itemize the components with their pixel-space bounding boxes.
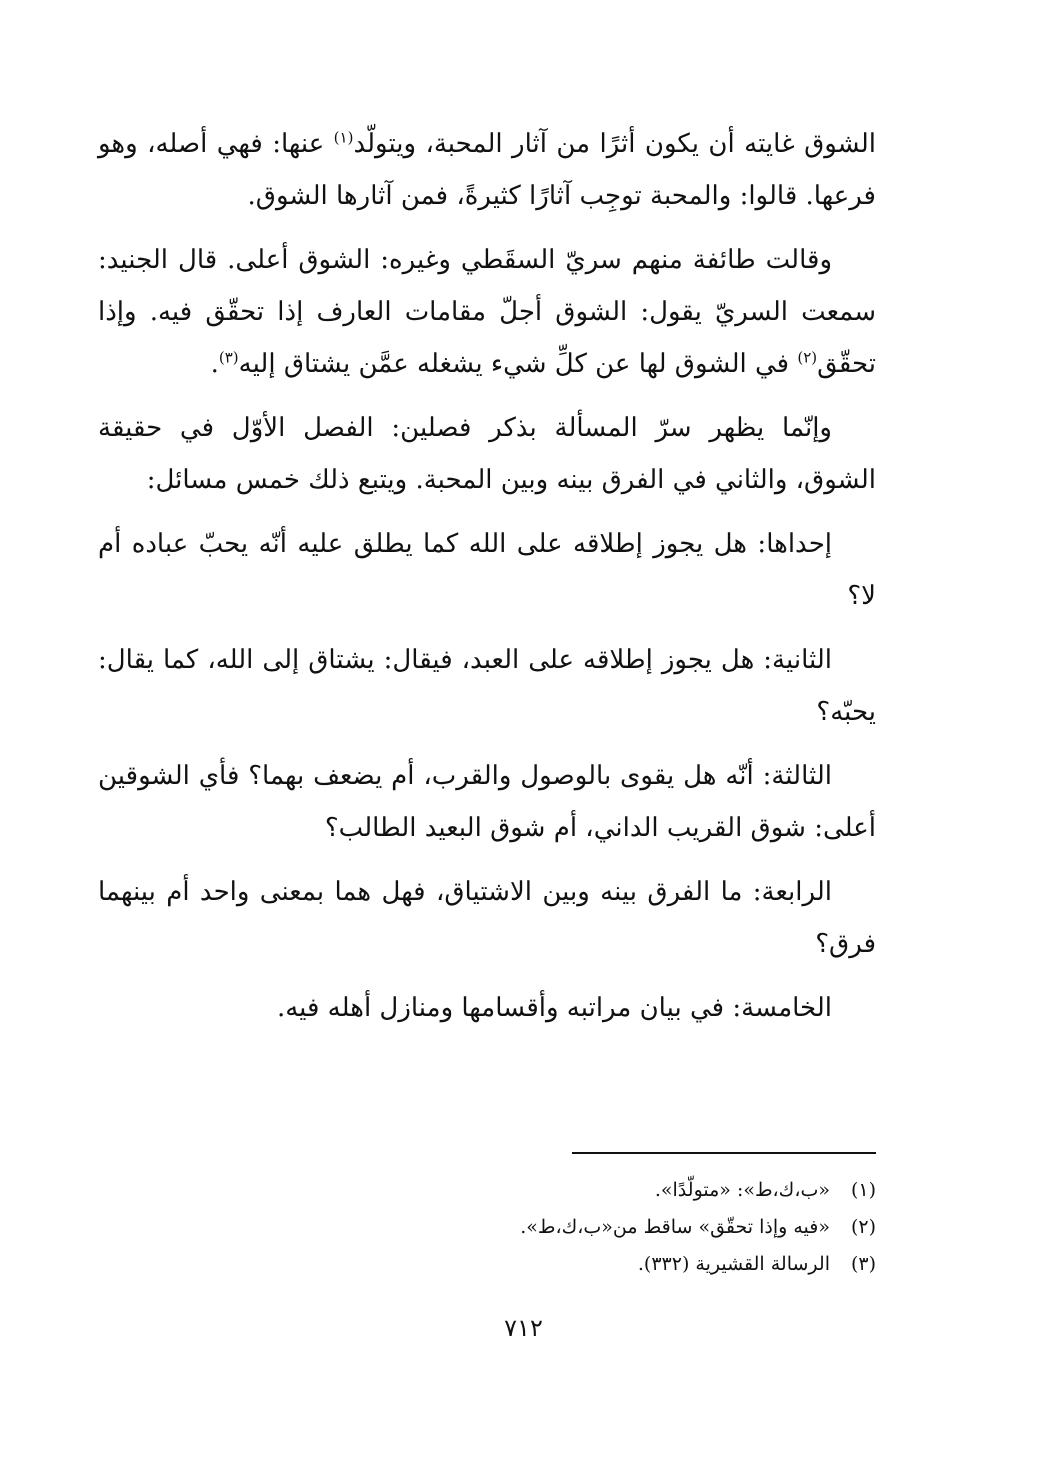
paragraph-1 <box>98 118 876 222</box>
paragraph-2-part-c: . <box>210 349 219 379</box>
footnote-2 <box>340 1209 876 1246</box>
page-number: ٧١٢ <box>504 1314 543 1342</box>
footnote-1 <box>340 1172 876 1209</box>
paragraph-2-part-a: وقالت طائفة منهم سريّ السقَطي وغيره: الشوق أعلى. قال الجنيد: سمعت السريّ يقول: الشوق أجلّ مقامات العارف إذا تحقّق فيه. وإذا تحقّق <box>98 245 876 379</box>
footnote-1-text: «ب،ك،ط»: «متولّدًا». <box>654 1179 830 1201</box>
footnote-1-number: (١) <box>850 1179 876 1201</box>
question-2: الثانية: هل يجوز إطلاقه على العبد، فيقال: يشتاق إلى الله، كما يقال: يحبّه؟ <box>98 645 876 727</box>
footnotes <box>340 1172 876 1283</box>
paragraph-2-part-b: في الشوق لها عن كلِّ شيء يشغله عمَّن يشتاق إليه <box>238 349 798 379</box>
paragraph-1-part-a: الشوق غايته أن يكون أثرًا من آثار المحبة، ويتولّد <box>353 129 877 159</box>
paragraph-1-part-b: عنها: فهي أصله، وهو فرعها. قالوا: والمحبة توجِب آثارًا كثيرةً، فمن آثارها الشوق. <box>98 129 876 211</box>
footnote-ref-3: (٣) <box>218 348 239 367</box>
footnote-3-number: (٣) <box>850 1253 876 1275</box>
main-text <box>98 118 876 1046</box>
footnote-2-number: (٢) <box>850 1216 876 1238</box>
question-1: إحداها: هل يجوز إطلاقه على الله كما يطلق عليه أنّه يحبّ عباده أم لا؟ <box>98 529 876 611</box>
question-5: الخامسة: في بيان مراتبه وأقسامها ومنازل أهله فيه. <box>276 993 832 1023</box>
question-3: الثالثة: أنّه هل يقوى بالوصول والقرب، أم يضعف بهما؟ فأي الشوقين أعلى: شوق القريب الداني، أم شوق البعيد الطالب؟ <box>98 761 876 843</box>
paragraph-2 <box>98 234 876 390</box>
paragraph-3: وإنّما يظهر سرّ المسألة بذكر فصلين: الفصل الأوّل في حقيقة الشوق، والثاني في الفرق بينه وبين المحبة. ويتبع ذلك خمس مسائل: <box>98 413 876 495</box>
footnote-3 <box>340 1246 876 1283</box>
footnote-2-text: «فيه وإذا تحقّق» ساقط من«ب،ك،ط». <box>520 1216 830 1238</box>
question-4: الرابعة: ما الفرق بينه وبين الاشتياق، فهل هما بمعنى واحد أم بينهما فرق؟ <box>98 877 876 959</box>
footnote-ref-1: (١) <box>333 128 354 147</box>
footnote-3-text: الرسالة القشيرية (٣٣٢). <box>637 1253 830 1275</box>
footnote-divider <box>572 1152 876 1154</box>
footnote-ref-2: (٢) <box>797 348 818 367</box>
